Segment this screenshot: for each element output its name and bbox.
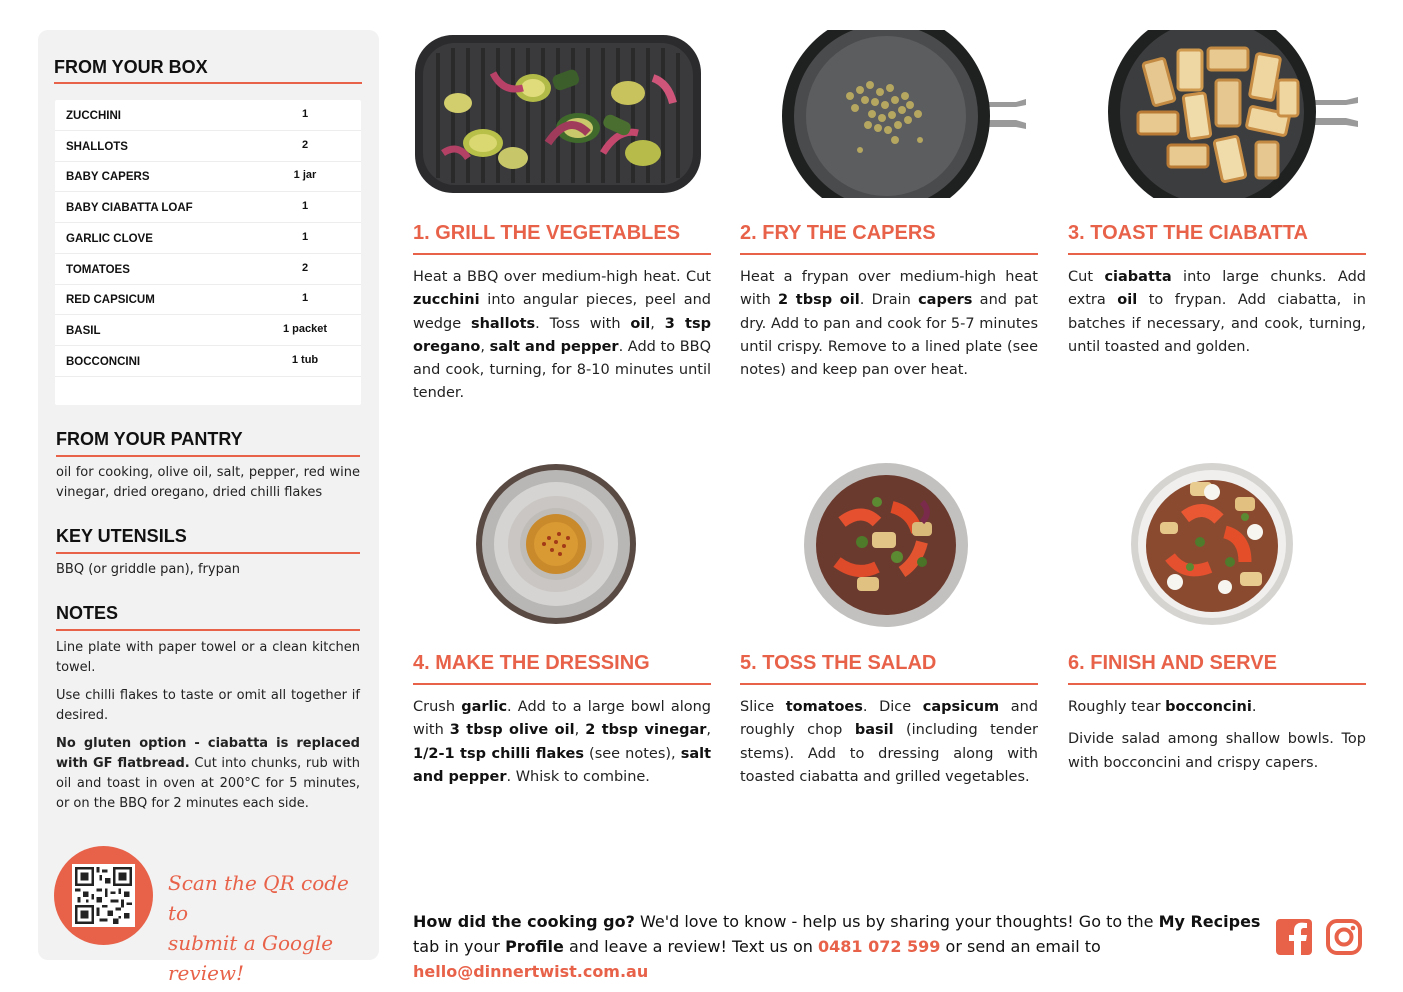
ingredient-name: RED CAPSICUM <box>66 294 155 307</box>
my-recipes-link[interactable]: My Recipes <box>1158 912 1261 931</box>
step-3-title: 3. TOAST THE CIABATTA <box>1068 222 1308 244</box>
footer-question: How did the cooking go? <box>413 912 635 931</box>
instruction-text: , <box>574 722 586 739</box>
step-5-title: 5. TOSS THE SALAD <box>740 652 937 674</box>
instruction-text: into angular pieces, peel and wedge <box>413 292 711 332</box>
qr-code-badge[interactable] <box>54 846 153 945</box>
ingredient-name: SHALLOTS <box>66 140 128 153</box>
divider <box>740 253 1038 255</box>
footer-text: tab in your <box>413 937 506 956</box>
note-gluten-free-rest: Cut into chunks, rub with oil and toast in oven at 200°C for 5 minutes, or on the BBQ for 2 minutes each side. <box>56 756 360 811</box>
ingredient-row <box>55 192 361 223</box>
instruction-text: Divide salad among shallow bowls. Top with bocconcini and crispy capers. <box>1068 731 1366 771</box>
divider <box>413 253 711 255</box>
ingredient-row <box>55 284 361 315</box>
instruction-text: , <box>480 338 490 355</box>
ingredient-highlight: salt and pepper <box>489 338 619 355</box>
ingredient-name: ZUCCHINI <box>66 110 121 122</box>
ingredient-highlight: garlic <box>461 699 508 715</box>
ingredient-quantity: 2 <box>301 138 309 151</box>
instruction-text: , <box>706 722 711 739</box>
ingredient-highlight: basil <box>854 722 894 739</box>
divider <box>413 683 711 685</box>
ingredient-row <box>55 315 361 346</box>
qr-review-prompt <box>168 868 368 988</box>
instruction-text: Heat a frypan over medium-high heat with <box>740 269 1038 309</box>
ingredient-quantity: 1 <box>301 292 309 305</box>
qr-prompt-line-1: Scan the QR code to <box>168 871 349 925</box>
ingredients-table <box>55 100 361 405</box>
instruction-text: , <box>650 315 665 332</box>
ingredient-highlight: shallots <box>470 315 536 332</box>
instruction-text: Cut <box>1068 269 1105 285</box>
ingredient-name: BASIL <box>66 324 101 337</box>
note-gluten-free-bold: No gluten option - ciabatta is replaced with GF flatbread. <box>56 736 360 771</box>
ingredient-quantity: 1 <box>301 200 309 213</box>
ingredient-name: GARLIC CLOVE <box>66 232 153 245</box>
instruction-text: and roughly chop <box>740 699 1038 739</box>
note-chilli-flakes: Use chilli flakes to taste or omit all together if desired. <box>56 688 360 723</box>
step-6-title: 6. FINISH AND SERVE <box>1068 652 1277 674</box>
ingredient-highlight: 3 tsp oregano <box>413 315 711 355</box>
step-4-instructions <box>413 696 711 789</box>
ingredient-name: BABY CAPERS <box>66 171 150 184</box>
instruction-text: (see notes), <box>584 745 681 762</box>
step-2-instructions <box>740 266 1038 382</box>
utensils-text: BBQ (or griddle pan), frypan <box>56 562 241 577</box>
ingredient-row <box>55 346 361 377</box>
footer-text: We'd love to know - help us by sharing your thoughts! Go to the <box>634 912 1159 931</box>
ingredient-quantity: 1 jar <box>293 169 317 182</box>
ingredient-highlight: oil <box>630 315 651 332</box>
ingredient-quantity: 1 <box>301 108 309 120</box>
notes-heading: NOTES <box>56 603 119 623</box>
divider <box>56 629 360 631</box>
instruction-text: Roughly tear <box>1068 699 1166 715</box>
ingredients-sidebar <box>38 30 379 985</box>
ingredient-name: BOCCONCINI <box>66 355 141 368</box>
instruction-text: Slice <box>740 699 786 715</box>
divider <box>740 683 1038 685</box>
instruction-text: . Toss with <box>535 315 631 332</box>
toasted-ciabatta-photo <box>1108 30 1363 198</box>
qr-code-icon[interactable] <box>72 864 135 927</box>
from-your-box-heading: FROM YOUR BOX <box>54 57 208 77</box>
instruction-text: (including tender stems). Add to dressing along with toasted ciabatta and grilled vegetables. <box>740 722 1038 785</box>
divider <box>56 455 360 457</box>
instruction-text: . Add to a large bowl along with <box>413 699 711 739</box>
ingredient-highlight: oil <box>1117 292 1138 309</box>
ingredient-row <box>55 131 361 162</box>
ingredient-quantity: 2 <box>301 261 309 274</box>
ingredient-row <box>55 161 361 192</box>
step-2-title: 2. FRY THE CAPERS <box>740 222 936 244</box>
step-1-instructions <box>413 266 711 406</box>
ingredient-name: BABY CIABATTA LOAF <box>66 202 193 215</box>
tossed-salad-photo <box>802 462 970 628</box>
instruction-text: and pat dry. Add to pan and cook for 5-7 minutes until crispy. Remove to a lined plate (see notes) and keep pan over heat. <box>740 292 1038 379</box>
review-footer <box>413 909 1263 984</box>
finished-dish-photo <box>1130 462 1294 626</box>
step-1-title: 1. GRILL THE VEGETABLES <box>413 222 681 244</box>
instruction-text: . Drain <box>859 292 919 309</box>
step-4-title: 4. MAKE THE DRESSING <box>413 652 650 674</box>
pantry-text: oil for cooking, olive oil, salt, pepper, red wine vinegar, dried oregano, dried chilli flakes <box>56 465 360 500</box>
ingredient-highlight: 2 tbsp vinegar <box>585 722 707 739</box>
instruction-text: Crush <box>413 699 462 715</box>
from-your-pantry-heading: FROM YOUR PANTRY <box>56 429 243 449</box>
ingredient-highlight: bocconcini <box>1165 699 1252 715</box>
ingredient-highlight: 1/2-1 tsp chilli flakes <box>413 745 585 762</box>
ingredient-quantity: 1 packet <box>282 322 328 335</box>
note-paper-towel: Line plate with paper towel or a clean kitchen towel. <box>56 640 360 675</box>
key-utensils-heading: KEY UTENSILS <box>56 526 187 546</box>
divider <box>1068 683 1366 685</box>
phone-link[interactable]: 0481 072 599 <box>817 937 941 956</box>
ingredient-name: TOMATOES <box>66 263 130 276</box>
instagram-icon[interactable] <box>1325 918 1363 956</box>
grilled-vegetables-photo <box>413 33 703 195</box>
facebook-icon[interactable] <box>1275 918 1313 956</box>
ingredient-highlight: 2 tbsp oil <box>778 292 860 309</box>
step-3-instructions <box>1068 266 1366 359</box>
fried-capers-photo <box>780 30 1032 198</box>
instruction-text: . Dice <box>862 699 923 715</box>
dressing-bowl-photo <box>474 462 638 626</box>
ingredient-row <box>55 100 361 131</box>
note-gluten-free <box>56 734 360 814</box>
ingredient-row <box>55 223 361 254</box>
ingredient-highlight: salt and pepper <box>413 745 712 785</box>
footer-text: and leave a review! Text us on <box>563 937 818 956</box>
ingredient-quantity: 1 <box>301 230 309 243</box>
email-link[interactable]: hello@dinnertwist.com.au <box>413 962 649 981</box>
divider <box>1068 253 1366 255</box>
ingredient-highlight: capsicum <box>922 699 1000 715</box>
qr-prompt-line-2: submit a Google review! <box>168 931 334 985</box>
instruction-text: . Add to BBQ and cook, turning, for 8-10 minutes until tender. <box>413 338 712 402</box>
divider <box>54 82 362 84</box>
instruction-text: . <box>1251 699 1257 715</box>
step-6-instructions <box>1068 696 1366 775</box>
ingredient-quantity: 1 tub <box>291 353 319 366</box>
instruction-text: Heat a BBQ over medium-high heat. Cut <box>413 269 711 285</box>
ingredient-highlight: ciabatta <box>1104 269 1172 285</box>
divider <box>56 552 360 554</box>
step-5-instructions <box>740 696 1038 789</box>
ingredient-row <box>55 254 361 285</box>
profile-link[interactable]: Profile <box>505 937 564 956</box>
instruction-text: into large chunks. Add extra <box>1068 269 1367 309</box>
ingredient-highlight: zucchini <box>413 292 480 309</box>
footer-text: or send an email to <box>940 937 1101 956</box>
instruction-text: to frypan. Add ciabatta, in batches if necessary, and cook, turning, until toasted and golden. <box>1068 292 1366 355</box>
ingredient-highlight: tomatoes <box>785 699 863 715</box>
instruction-text: . Whisk to combine. <box>506 768 650 785</box>
ingredient-highlight: capers <box>918 292 973 309</box>
ingredient-highlight: 3 tbsp olive oil <box>449 722 575 739</box>
